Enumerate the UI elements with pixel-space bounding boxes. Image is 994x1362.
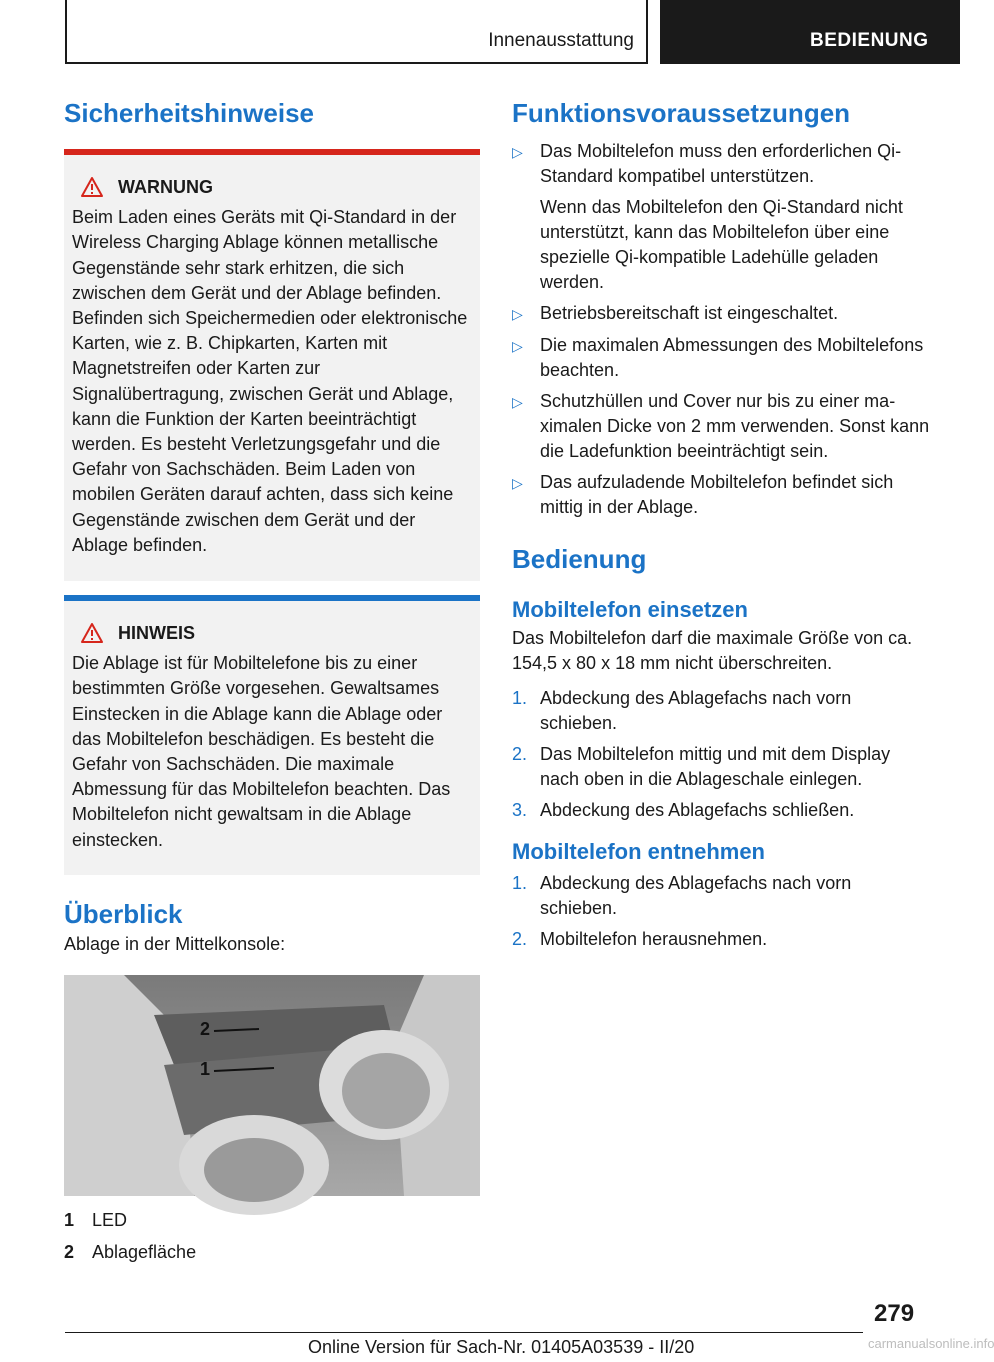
hint-triangle-icon: [80, 622, 104, 644]
insert-title: Mobiltelefon einsetzen: [512, 597, 748, 623]
insert-text: Das Mobiltelefon darf die maximale Größe von ca. 154,5 x 80 x 18 mm nicht überschreiten.: [512, 627, 913, 673]
step-text: Abdeckung des Ablagefachs nach vorn schieben.: [540, 687, 852, 733]
step-text: Das Mobiltelefon mittig und mit dem Display nach oben in die Ablageschale einlegen.: [540, 743, 891, 789]
list-item: [512, 927, 932, 952]
overview-text: Ablage in der Mittelkonsole:: [64, 934, 286, 955]
header-chapter-tab: [660, 0, 960, 64]
list-item: [512, 389, 932, 464]
list-item: [512, 139, 932, 295]
header-section-label: Innenausstattung: [488, 30, 634, 51]
right-column: [512, 98, 932, 958]
legend-label: Ablagefläche: [92, 1242, 197, 1263]
console-photo: [64, 975, 480, 1196]
list-item: [512, 333, 932, 383]
page-number: 279: [874, 1300, 915, 1327]
step-number: 3.: [512, 799, 528, 820]
safety-title: Sicherheitshinweise: [64, 98, 314, 128]
warning-text: Beim Laden eines Geräts mit Qi-Standard in der Wireless Charging Ablage können metallische Gegenstände sehr stark erhitzen, die sich zwischen dem Gerät und der Ablage befinden. Befinden sich Speichermedien oder elektronische Karten, wie z. B. Chipkarten, Karten mit Magnetstreifen oder Karten zur Signalübertragung, zwischen Gerät und Ablage, kann die Funktion der Karten beeinträchtigt werden. Es besteht Verletzungsgefahr und die Gefahr von Sachschäden. Beim Laden von mobilen Geräten darauf achten, dass sich keine Gegenstände zwischen dem Gerät und der Ablage befinden.: [72, 207, 468, 555]
insert-steps: [512, 686, 932, 823]
callout-1: 1: [200, 1059, 211, 1080]
warning-triangle-icon: [80, 176, 104, 198]
requirement-text: Schutzhüllen und Cover nur bis zu einer maximalen Dicke von 2 mm verwenden. Sonst kann die Ladefunktion beeinträchtigt sein.: [540, 391, 930, 462]
requirements-title: Funktionsvoraussetzungen: [512, 98, 851, 128]
hint-text: Die Ablage ist für Mobiltelefone bis zu einer bestimmten Größe vorgesehen. Gewaltsames Einstecken in die Ablage kann die Ablage oder das Mobiltelefon beschädigen. Es besteht die Gefahr von Sachschäden. Die maximale Abmessung für das Mobiltelefon beachten. Das Mobiltelefon nicht gewaltsam in die Ablage einstecken.: [72, 653, 451, 850]
figure-legend: [64, 1204, 480, 1268]
overview-title: Überblick: [64, 899, 183, 930]
legend-num: 1: [64, 1210, 75, 1231]
list-item: [512, 742, 932, 792]
requirement-text: Die maximalen Abmessungen des Mobiltelefons beachten.: [540, 335, 924, 381]
requirement-text: Betriebsbereitschaft ist eingeschaltet.: [540, 303, 839, 324]
footer-divider: [65, 1332, 863, 1333]
warning-heading: [72, 175, 472, 199]
triangle-bullet-icon: ▷: [512, 394, 523, 411]
list-item: [512, 686, 932, 736]
requirement-note: Wenn das Mobiltelefon den Qi-Standard nicht unterstützt, kann das Mobiltelefon über eine spezielle Qi-kompatible Ladehülle geladen werden.: [540, 197, 903, 293]
warning-box: [64, 149, 480, 581]
requirement-text: Das Mobiltelefon muss den erforderlichen Qi-Standard kompatibel unterstützen.: [540, 141, 902, 187]
warning-label: WARNUNG: [118, 176, 213, 197]
step-text: Mobiltelefon herausnehmen.: [540, 929, 768, 950]
requirements-list: [512, 139, 932, 520]
remove-steps: [512, 871, 932, 952]
header-chapter-label: BEDIENUNG: [810, 30, 929, 51]
legend-num: 2: [64, 1242, 75, 1263]
console-illustration: [64, 975, 480, 1196]
hint-box: [64, 595, 480, 875]
legend-item: [64, 1236, 480, 1268]
list-item: [512, 301, 932, 327]
hint-label: HINWEIS: [118, 622, 196, 643]
step-number: 1.: [512, 687, 528, 708]
step-text: Abdeckung des Ablagefachs nach vorn schieben.: [540, 873, 852, 919]
step-number: 1.: [512, 873, 528, 894]
step-text: Abdeckung des Ablagefachs schließen.: [540, 799, 855, 820]
header-section-tab: [65, 0, 648, 64]
callout-2: 2: [200, 1019, 211, 1040]
triangle-bullet-icon: ▷: [512, 306, 523, 323]
left-column: [64, 98, 480, 1268]
list-item: [512, 871, 932, 921]
triangle-bullet-icon: ▷: [512, 144, 523, 161]
legend-label: LED: [92, 1210, 128, 1231]
step-number: 2.: [512, 743, 528, 764]
footer-text: Online Version für Sach-Nr. 01405A03539 - II/20: [308, 1337, 695, 1357]
list-item: [512, 798, 932, 823]
triangle-bullet-icon: ▷: [512, 338, 523, 355]
watermark: carmanualsonline.info: [868, 1336, 994, 1351]
hint-heading: [72, 621, 472, 645]
step-number: 2.: [512, 929, 528, 950]
operation-title: Bedienung: [512, 544, 647, 575]
triangle-bullet-icon: ▷: [512, 475, 523, 492]
requirement-text: Das aufzuladende Mobiltelefon befindet sich mittig in der Ablage.: [540, 472, 894, 518]
remove-title: Mobiltelefon entnehmen: [512, 838, 765, 864]
list-item: [512, 470, 932, 520]
